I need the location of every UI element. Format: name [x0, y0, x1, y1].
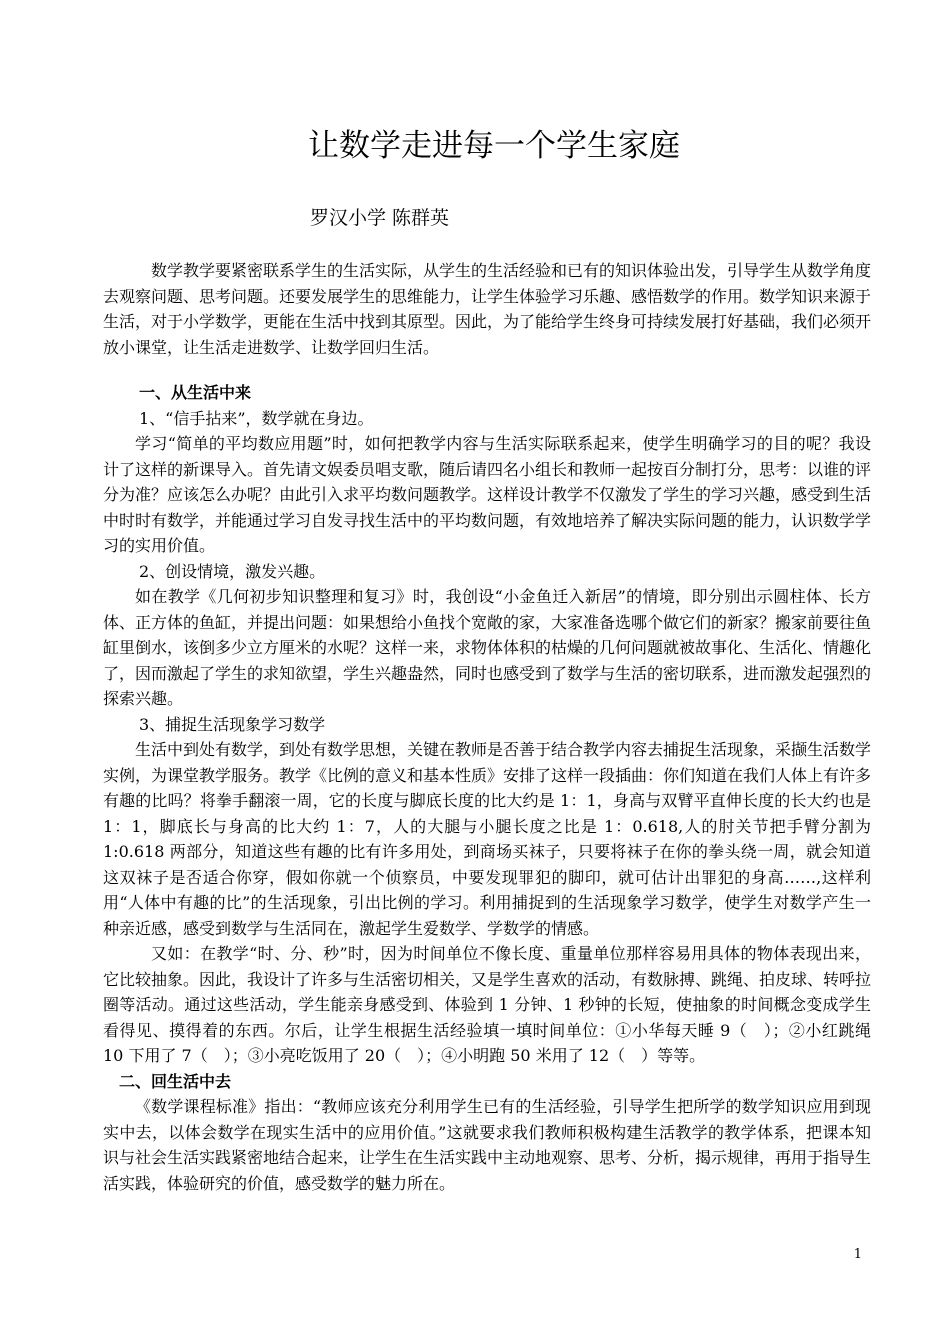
- paragraph-1-4: 又如：在教学“时、分、秒”时，因为时间单位不像长度、重量单位那样容易用具体的物体表现出来，它比较抽象。因此，我设计了许多与生活密切相关，又是学生喜欢的活动，有数脉搏、跳绳、拍皮球、转呼拉圈等活动。通过这些活动，学生能亲身感受到、体验到 1 分钟、1 秒钟的长短，使抽象的时间概念变成学生看得见、摸得着的东西。尔后，让学生根据生活经验填一填时间单位：①小华每天睡 9（ ）；②小红跳绳 10 下用了 7（ ）；③小亮吃饭用了 20（ ）；④小明跑 50 米用了 12（ ）等等。: [103, 944, 872, 1065]
- subheading-1-3: 3、捕捉生活现象学习数学: [139, 714, 326, 734]
- paragraph-1-1: 学习“简单的平均数应用题”时，如何把教学内容与生活实际联系起来，使学生明确学习的目的呢？我设计了这样的新课导入。首先请文娱委员唱支歌，随后请四名小组长和教师一起按百分制打分，思考：以谁的评分为准？应该怎么办呢？由此引入求平均数问题教学。这样设计教学不仅激发了学生的学习兴趣，感受到生活中时时有数学，并能通过学习自发寻找生活中的平均数问题，有效地培养了解决实际问题的能力，认识数学学习的实用价值。: [103, 434, 872, 555]
- paragraph-1-2: 如在教学《几何初步知识整理和复习》时，我创设“小金鱼迁入新居”的情境，即分别出示圆柱体、长方体、正方体的鱼缸，并提出问题：如果想给小鱼找个宽敞的家，大家准备选哪个做它们的新家？搬家前要往鱼缸里倒水，该倒多少立方厘米的水呢？这样一来，求物体体积的枯燥的几何问题就被故事化、生活化、情趣化了，因而激起了学生的求知欲望，学生兴趣盎然，同时也感受到了数学与生活的密切联系，进而激发起强烈的探索兴趣。: [103, 587, 872, 708]
- paragraph-1-3: 生活中到处有数学，到处有数学思想，关键在教师是否善于结合教学内容去捕捉生活现象，采撷生活数学实例，为课堂教学服务。教学《比例的意义和基本性质》安排了这样一段插曲：你们知道在我们人体上有许多有趣的比吗？将拳手翻滚一周，它的长度与脚底长度的比大约是 1：1，身高与双臂平直伸长度的长大约也是 1：1，脚底长与身高的比大约 1：7，人的大腿与小腿长度之比是 1：0.618,人的肘关节把手臂分割为 1:0.618 两部分，知道这些有趣的比有许多用处，到商场买袜子，只要将袜子在你的拳头绕一周，就会知道这双袜子是否适合你穿，假如你就一个侦察员，中要发现罪犯的脚印，就可估计出罪犯的身高……,这样利用“人体中有趣的比”的生活现象，引出比例的学习。利用捕捉到的生活现象学习数学，使学生对数学产生一种亲近感，感受到数学与生活同在，激起学生爱数学、学数学的情感。: [103, 740, 872, 938]
- paragraph-gap: [103, 360, 871, 380]
- paragraph-2-1: 《数学课程标准》指出：“教师应该充分利用学生已有的生活经验，引导学生把所学的数学知识应用到现实中去，以体会数学在现实生活中的应用价值。”这就要求我们教师积极构建生活教学的教学体系，把课本知识与社会生活实践紧密地结合起来，让学生在生活实践中主动地观察、思考、分析，揭示规律，再用于指导生活实践，体验研究的价值，感受数学的魅力所在。: [103, 1097, 872, 1193]
- document-body: [103, 258, 871, 1196]
- intro-paragraph: 数学教学要紧密联系学生的生活实际，从学生的生活经验和已有的知识体验出发，引导学生从数学角度去观察问题、思考问题。还要发展学生的思维能力，让学生体验学习乐趣、感悟数学的作用。数学知识来源于生活，对于小学数学，更能在生活中找到其原型。因此，为了能给学生终身可持续发展打好基础，我们必须开放小课堂，让生活走进数学、让数学回归生活。: [103, 261, 872, 357]
- author-line: 罗汉小学 陈群英: [310, 207, 450, 229]
- subheading-1-2: 2、创设情境，激发兴趣。: [139, 561, 326, 581]
- document-title: 让数学走进每一个学生家庭: [308, 128, 680, 164]
- subheading-1-1: 1、“信手拈来”，数学就在身边。: [139, 408, 374, 428]
- page-number: 1: [853, 1247, 862, 1262]
- section-heading-1: 一、从生活中来: [139, 383, 252, 402]
- section-heading-2: 二、回生活中去: [119, 1071, 232, 1091]
